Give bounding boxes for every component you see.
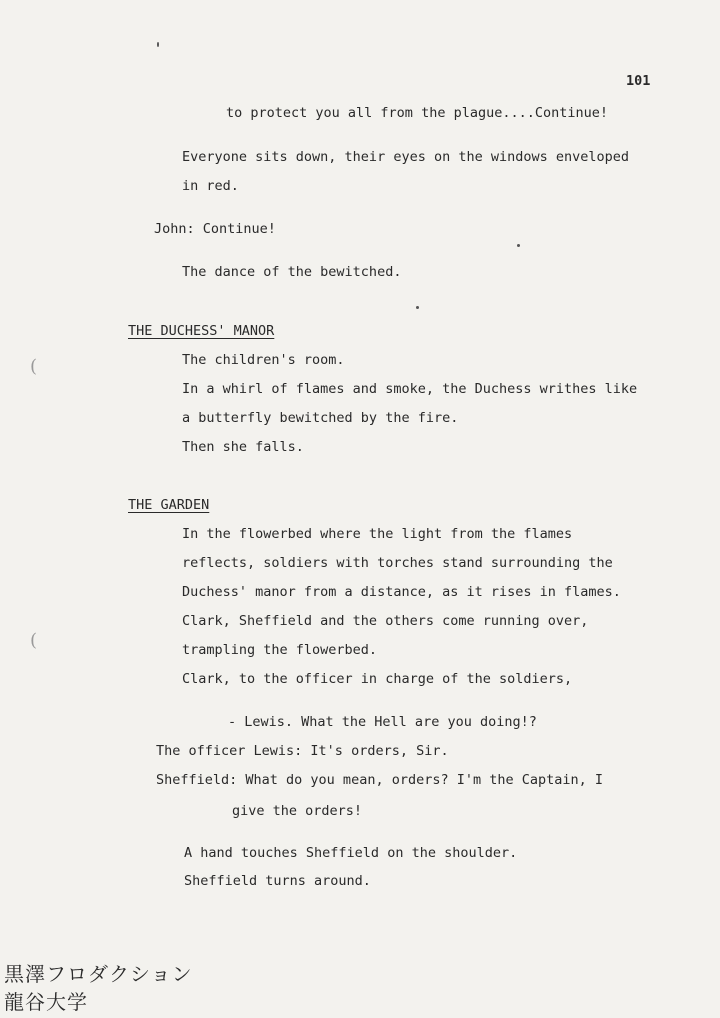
script-line: The dance of the bewitched.	[182, 264, 402, 280]
script-line: in red.	[182, 178, 239, 194]
archive-watermark-line2: 龍谷大学	[4, 990, 88, 1014]
punch-hole-mark: (	[30, 356, 38, 377]
scene-heading-garden: THE GARDEN	[128, 497, 210, 513]
script-line: Clark, Sheffield and the others come running over,	[182, 613, 589, 629]
script-line: A hand touches Sheffield on the shoulder.	[184, 845, 518, 861]
archive-watermark-line1: 黒澤フロダクション	[4, 962, 193, 986]
dialogue-line: - Lewis. What the Hell are you doing!?	[228, 714, 537, 730]
script-line: Then she falls.	[182, 439, 304, 455]
page-number: 101	[626, 73, 651, 89]
scan-speck	[157, 42, 159, 47]
script-line: trampling the flowerbed.	[182, 642, 378, 658]
script-line: Everyone sits down, their eyes on the windows enveloped	[182, 149, 630, 165]
script-line: to protect you all from the plague....Continue!	[226, 105, 609, 121]
dialogue-line: The officer Lewis: It's orders, Sir.	[156, 743, 449, 759]
script-line: Duchess' manor from a distance, as it rises in flames.	[182, 584, 621, 600]
script-line: The children's room.	[182, 352, 345, 368]
scan-speck	[416, 306, 419, 309]
script-line: Sheffield turns around.	[184, 873, 371, 889]
scan-speck	[517, 244, 520, 247]
punch-hole-mark: (	[30, 630, 38, 651]
script-line: In the flowerbed where the light from the flames	[182, 526, 573, 542]
script-line: reflects, soldiers with torches stand surrounding the	[182, 555, 613, 571]
dialogue-line: give the orders!	[232, 803, 363, 819]
script-line: John: Continue!	[154, 221, 276, 237]
dialogue-line: Sheffield: What do you mean, orders? I'm the Captain, I	[156, 772, 604, 788]
script-line: In a whirl of flames and smoke, the Duchess writhes like	[182, 381, 638, 397]
script-line: a butterfly bewitched by the fire.	[182, 410, 459, 426]
script-line: Clark, to the officer in charge of the soldiers,	[182, 671, 573, 687]
scene-heading-duchess-manor: THE DUCHESS' MANOR	[128, 323, 275, 339]
